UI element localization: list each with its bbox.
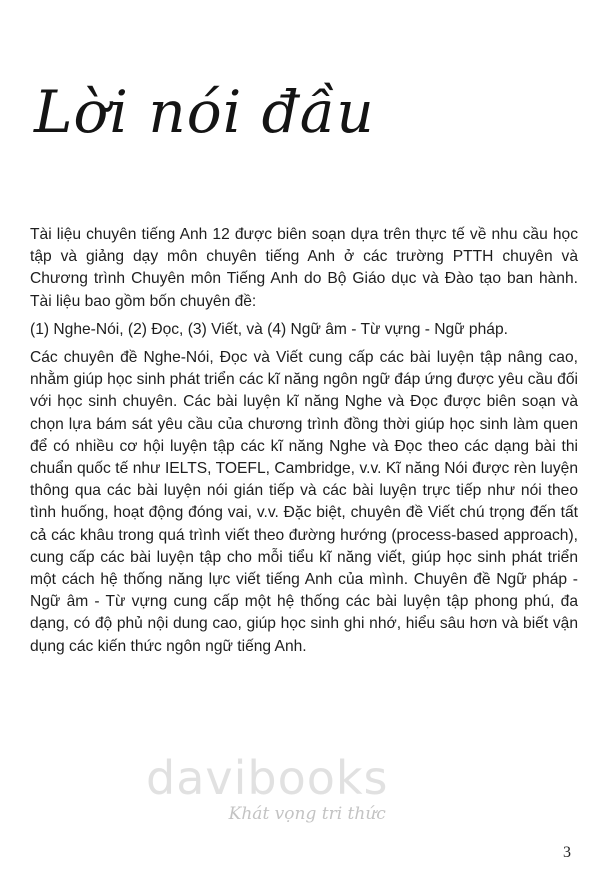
watermark [146,752,388,824]
watermark-logo: davibooks [146,751,389,805]
body-text [30,224,578,658]
page-number: 3 [563,844,571,861]
description-paragraph: Các chuyên đề Nghe-Nói, Đọc và Viết cung cấp các bài luyện tập nâng cao, nhằm giúp học sinh phát triển các kĩ năng ngôn ngữ đáp ứng được yêu cầu đối với học sinh chuyên. Các bài luyện kĩ năng Nghe và Đọc được biên soạn và chọn lựa bám sát yêu cầu của chương trình đồng thời giúp học sinh làm quen để có nhiều cơ hội luyện tập các kĩ năng Nghe và Đọc theo các dạng bài thi chuẩn quốc tế như IELTS, TOEFL, Cambridge, v.v. Kĩ năng Nói được rèn luyện thông qua các bài luyện nói gián tiếp và các bài luyện trực tiếp như nói theo tình huống, hoạt động đóng vai, v.v. Đặc biệt, chuyên đề Viết chú trọng đến tất cả các khâu trong quá trình viết theo đường hướng (process-based approach), cung cấp các bài luyện tập cho mỗi tiểu kĩ năng viết, giúp học sinh phát triển một cách hệ thống năng lực viết tiếng Anh của mình. Chuyên đề Ngữ pháp - Ngữ âm - Từ vựng cung cấp một hệ thống các bài luyện tập phong phú, đa dạng, có độ phủ nội dung cao, giúp học sinh ghi nhớ, hiểu sâu hơn và biết vận dụng các kiến thức ngôn ngữ tiếng Anh. [30,349,578,655]
watermark-tagline: Khát vọng tri thức [228,804,386,824]
topics-list-paragraph: (1) Nghe-Nói, (2) Đọc, (3) Viết, và (4) Ngữ âm - Từ vựng - Ngữ pháp. [30,320,508,338]
page-title: Lời nói đầu [34,78,375,146]
intro-paragraph: Tài liệu chuyên tiếng Anh 12 được biên soạn dựa trên thực tế về nhu cầu học tập và giảng dạy môn chuyên tiếng Anh ở các trường PTTH chuyên và Chương trình Chuyên môn Tiếng Anh do Bộ Giáo dục và Đào tạo ban hành. Tài liệu bao gồm bốn chuyên đề: [30,226,578,310]
